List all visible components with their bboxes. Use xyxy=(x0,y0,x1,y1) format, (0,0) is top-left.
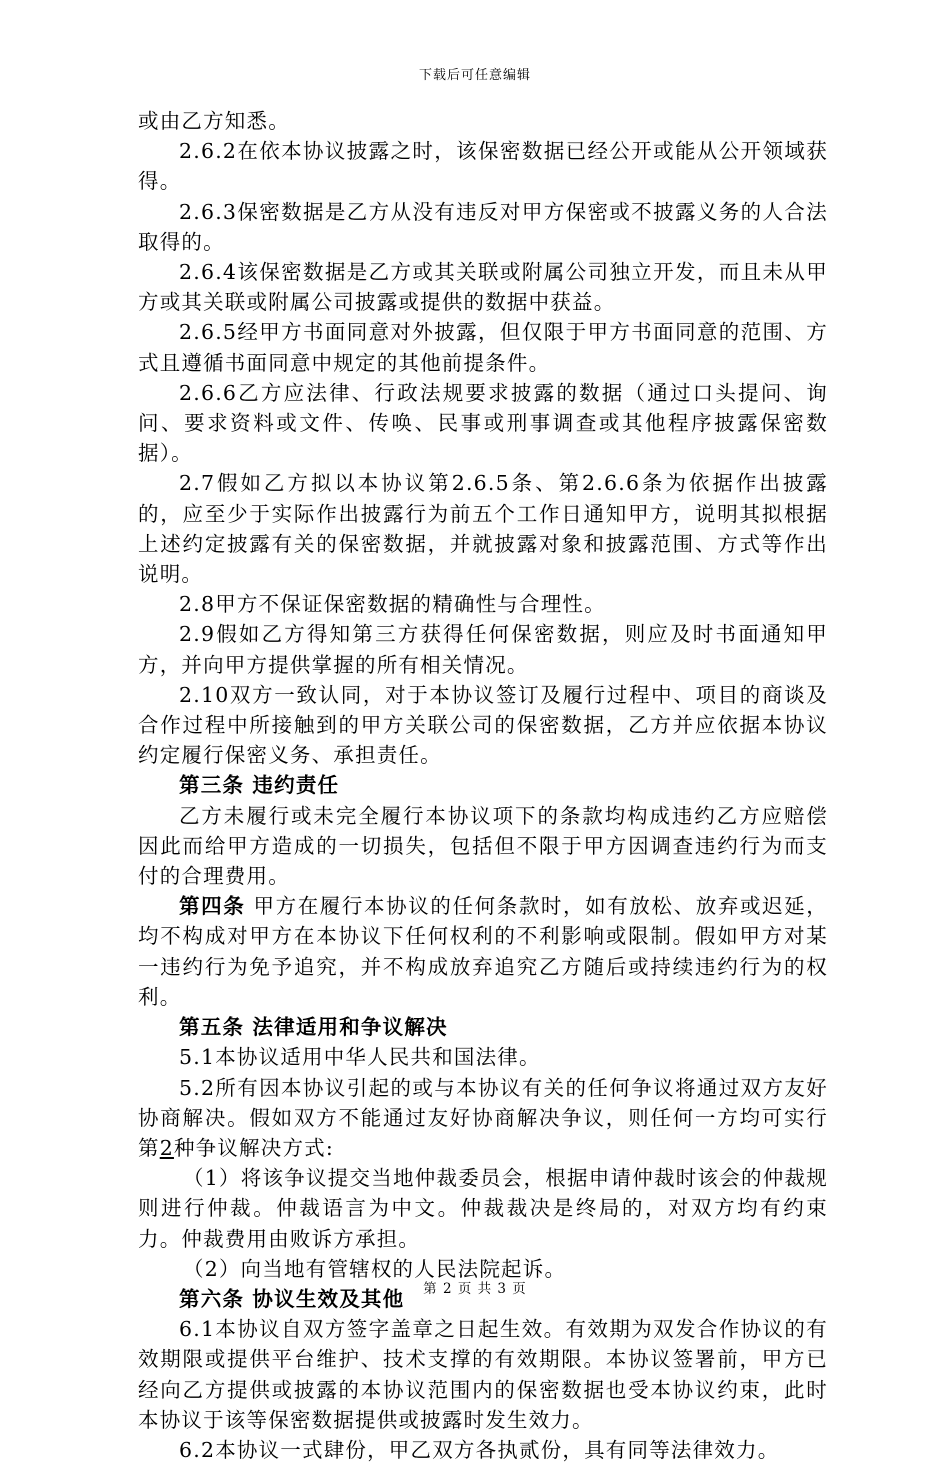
paragraph: 2.8甲方不保证保密数据的精确性与合理性。 xyxy=(179,592,606,617)
paragraph: 6.1本协议自双方签字盖章之日起生效。有效期为双发合作协议的有效期限或提供平台维护、技术支撑的有效期限。本协议签署前，甲方已经向乙方提供或披露的本协议范围内的保密数据也受本协议约束，此时本协议于该等保密数据提供或披露时发生效力。 xyxy=(138,1317,828,1432)
section-heading: 第三条 违约责任 xyxy=(179,773,340,798)
paragraph: 5.1本协议适用中华人民共和国法律。 xyxy=(179,1045,541,1070)
paragraph: 2.6.4该保密数据是乙方或其关联或附属公司独立开发，而且未从甲方或其关联或附属公司披露或提供的数据中获益。 xyxy=(138,260,828,315)
paragraph-text-tail: 种争议解决方式: xyxy=(173,1135,334,1160)
page-footer: 第 2 页 共 3 页 xyxy=(423,1281,527,1297)
paragraph: 2.7假如乙方拟以本协议第2.6.5条、第2.6.6条为依据作出披露的，应至少于实际作出披露行为前五个工作日通知甲方，说明其拟根据上述约定披露有关的保密数据，并就披露对象和披露范围、方式等作出说明。 xyxy=(138,471,828,587)
underlined-option: 2 xyxy=(159,1135,174,1160)
paragraph-text: 5.2所有因本协议引起的或与本协议有关的任何争议将通过双方友好协商解决。假如双方不能通过友好协商解决争议，则任何一方均可实行第 xyxy=(138,1075,828,1160)
paragraph xyxy=(138,891,828,1012)
document-body xyxy=(138,106,828,1465)
paragraph: （2）向当地有管辖权的人民法院起诉。 xyxy=(183,1256,567,1281)
paragraph xyxy=(138,1073,828,1164)
section-heading: 第五条 法律适用和争议解决 xyxy=(179,1015,448,1040)
paragraph: 2.10双方一致认同，对于本协议签订及履行过程中、项目的商谈及合作过程中所接触到的甲方关联公司的保密数据，乙方并应依据本协议约定履行保密义务、承担责任。 xyxy=(138,682,828,768)
section-heading: 第六条 协议生效及其他 xyxy=(179,1286,405,1311)
paragraph: 2.6.3保密数据是乙方从没有违反对甲方保密或不披露义务的人合法取得的。 xyxy=(138,199,828,254)
paragraph: （1）将该争议提交当地仲裁委员会，根据申请仲裁时该会的仲裁规则进行仲裁。仲裁语言为中文。仲裁裁决是终局的，对双方均有约束力。仲裁费用由败诉方承担。 xyxy=(138,1166,828,1251)
page-header: 下载后可任意编辑 xyxy=(418,68,531,83)
paragraph: 或由乙方知悉。 xyxy=(138,109,290,133)
section-lead: 第四条 xyxy=(179,894,246,919)
paragraph: 2.6.5经甲方书面同意对外披露，但仅限于甲方书面同意的范围、方式且遵循书面同意中规定的其他前提条件。 xyxy=(138,320,828,375)
paragraph: 6.2本协议一式肆份，甲乙双方各执贰份，具有同等法律效力。 xyxy=(179,1437,780,1462)
paragraph: 2.9假如乙方得知第三方获得任何保密数据，则应及时书面通知甲方，并向甲方提供掌握的所有相关情况。 xyxy=(138,622,828,677)
paragraph: 2.6.2在依本协议披露之时，该保密数据已经公开或能从公开领域获得。 xyxy=(138,139,828,194)
paragraph: 2.6.6乙方应法律、行政法规要求披露的数据（通过口头提问、询问、要求资料或文件、传唤、民事或刑事调查或其他程序披露保密数据）。 xyxy=(138,380,828,466)
paragraph: 乙方未履行或未完全履行本协议项下的条款均构成违约乙方应赔偿因此而给甲方造成的一切损失，包括但不限于甲方因调查违约行为而支付的合理费用。 xyxy=(138,803,828,889)
paragraph-text: 甲方在履行本协议的任何条款时，如有放松、放弃或迟延，均不构成对甲方在本协议下任何权利的不利影响或限制。假如甲方对某一违约行为免予追究，并不构成放弃追究乙方随后或持续违约行为的权利。 xyxy=(138,894,828,1009)
